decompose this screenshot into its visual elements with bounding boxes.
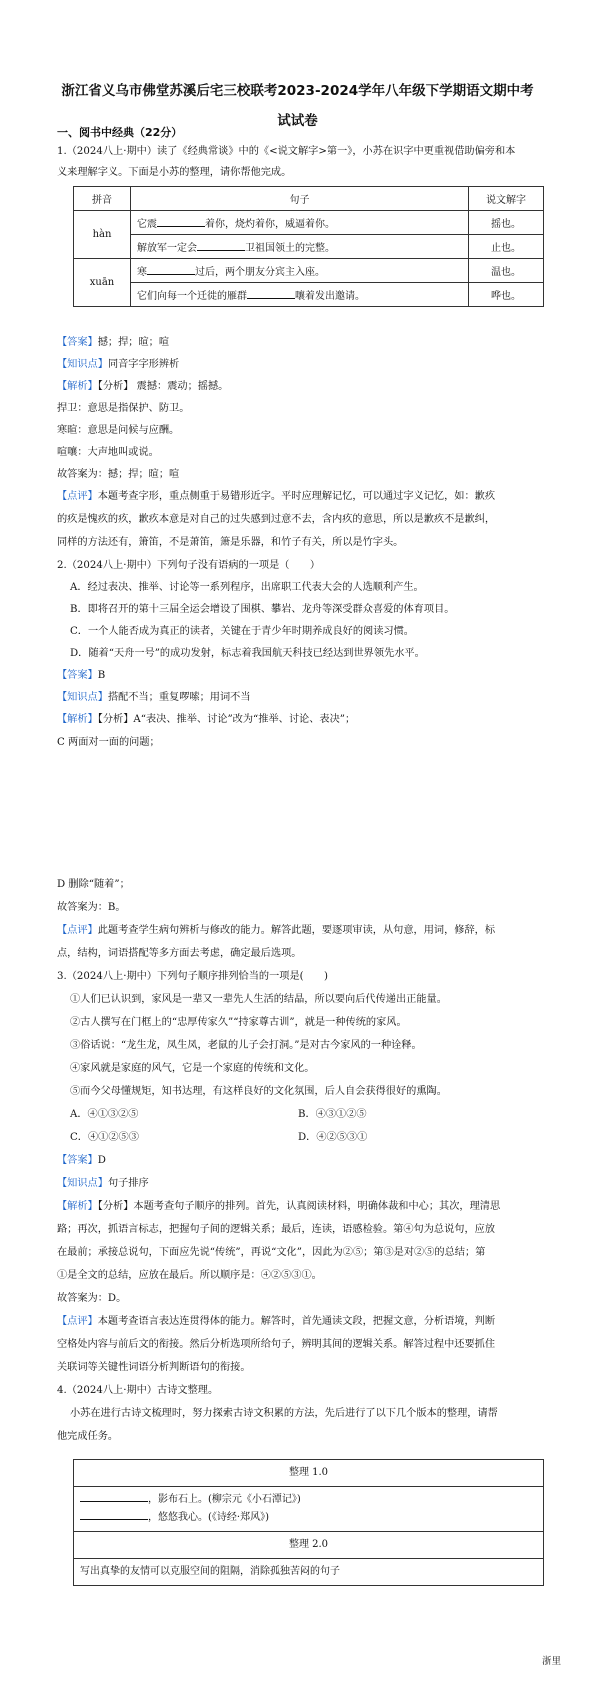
table-row [74,211,544,235]
q1-analysis-line: 喧嚷：大声地叫或说。 [57,447,159,458]
q1-analysis-line: 故答案为：撼；捍；暄；喧 [57,469,180,480]
header-sentence: 句子 [131,187,469,211]
table-header-row [74,187,544,211]
q3-analysis-line: 故答案为：D。 [57,1293,127,1304]
q3-sentence: ①人们已认识到，家风是一辈又一辈先人生活的结晶，所以要向后代传递出正能量。 [70,994,447,1005]
q1-analysis-line: 寒暄：意思是问候与应酬。 [57,425,180,436]
shuowen-cell: 哗也。 [469,283,544,307]
comment-tag: 【点评】 [57,491,98,502]
sentence-cell: 解放军一定会 卫祖国领土的完整。 [131,235,469,259]
table-row [74,235,544,259]
sentence-cell: 寒 过后，两个朋友分宾主入座。 [131,259,469,283]
q3-sentence: ②古人撰写在门框上的“忠厚传家久”“持家尊古训”，就是一种传统的家风。 [70,1017,407,1028]
comment-tag: 【点评】 [57,1316,98,1327]
q2-analysis-line: D 删除“随着”； [57,879,130,890]
q3-option-c[interactable]: C．④①②⑤③ [70,1132,139,1143]
q2-comment: 【点评】此题考查学生病句辨析与修改的能力。解答此题，要逐项审读，从句意，用词，修辞，标 [57,925,496,936]
pinyin-han: hàn [74,211,131,259]
q3-option-b[interactable]: B．④③①②⑤ [298,1109,367,1120]
q2-analysis-line: 故答案为：B。 [57,902,126,913]
box-header: 整理 1.0 [74,1460,544,1487]
q4-stem: 4.（2024八上·期中）古诗文整理。 [57,1385,219,1396]
fill-blank[interactable] [157,216,205,227]
fill-blank[interactable] [80,1491,148,1502]
header-pinyin: 拼音 [74,187,131,211]
q3-analysis-line: 在最前；承接总说句，下面应先说“传统”，再说“文化”，因此为②⑤；第③是对②⑤的总结；第 [57,1247,486,1258]
q1-comment: 【点评】本题考查字形，重点侧重于易错形近字。平时应理解记忆，可以通过字义记忆，如：歉疚 [57,491,496,502]
header-shuowen: 说文解字 [469,187,544,211]
q4-intro: 小苏在进行古诗文梳理时，努力探索古诗文积累的方法，先后进行了以下几个版本的整理，请帮 [70,1408,498,1419]
q1-stem-cont: 义来理解字义。下面是小苏的整理，请你帮他完成。 [57,167,292,178]
pinyin-xuan: xuān [74,259,131,307]
q1-knowledge-point: 【知识点】同音字字形辨析 [57,359,180,370]
shuowen-cell: 温也。 [469,259,544,283]
q3-stem: 3.（2024八上·期中）下列句子顺序排列恰当的一项是( ) [57,971,328,982]
fill-blank[interactable] [247,288,295,299]
q1-analysis-line: 捍卫：意思是指保护、防卫。 [57,403,190,414]
q1-answer: 【答案】撼；捍；暄；喧 [57,337,170,348]
q1-table [73,186,544,307]
q3-option-a[interactable]: A．④①③②⑤ [70,1109,139,1120]
doc-title-line1: 浙江省义乌市佛堂苏溪后宅三校联考2023-2024学年八年级下学期语文期中考 [61,83,534,99]
comment-tag: 【点评】 [57,925,98,936]
answer-tag: 【答案】 [57,1155,98,1166]
analysis-tag: 【解析】 [57,714,98,725]
q2-analysis: 【解析】【分析】A“表决、推举、讨论”改为“推举、讨论、表决”； [57,714,356,725]
q2-comment-line: 点，结构，词语搭配等多方面去考虑，确定最后选项。 [57,948,302,959]
q4-table [73,1459,544,1586]
q3-sentence: ③俗话说：“龙生龙，凤生凤，老鼠的儿子会打洞。”是对古今家风的一种诠释。 [70,1040,422,1051]
q2-answer: 【答案】B [57,670,106,681]
box-cell: ，影布石上。(柳宗元《小石潭记》) ，悠悠我心。(《诗经·郑风》) [74,1487,544,1532]
analysis-tag: 【解析】 [57,381,98,392]
q3-sentence: ⑤而今父母懂规矩，知书达理，有这样良好的文化氛围，后人自会获得很好的熏陶。 [70,1086,447,1097]
doc-title-line2: 试试卷 [277,113,318,129]
q3-analysis-line: ①是全文的总结，应放在最后。所以顺序是：④②⑤③①。 [57,1270,322,1281]
section-heading: 一、阅书中经典（22分） [57,126,183,139]
q3-comment: 【点评】本题考查语言表达连贯得体的能力。解答时，首先通读文段，把握文意，分析语境，判断 [57,1316,496,1327]
q3-answer: 【答案】D [57,1155,106,1166]
q2-analysis-line: C 两面对一面的问题； [57,737,160,748]
q2-option-c[interactable]: C．一个人能否成为真正的读者，关键在于青少年时期养成良好的阅读习惯。 [70,626,414,637]
q3-comment-line: 空格处内容与前后文的衔接。然后分析选项所给句子，辨明其间的逻辑关系。解答过程中还要抓住 [57,1339,496,1350]
q3-analysis: 【解析】【分析】本题考查句子顺序的排列。首先，认真阅读材料，明确体裁和中心；其次，理清思 [57,1201,501,1212]
kp-tag: 【知识点】 [57,359,108,370]
sentence-cell: 它们向每一个迁徙的雁群 嚷着发出邀请。 [131,283,469,307]
box-cell: 写出真挚的友情可以克服空间的阻隔，消除孤独苦闷的句子 [74,1559,544,1586]
q2-option-b[interactable]: B．即将召开的第十三届全运会增设了围棋、攀岩、龙舟等深受群众喜爱的体育项目。 [70,604,455,615]
q1-analysis: 【解析】【分析】 震撼：震动；摇撼。 [57,381,229,392]
kp-tag: 【知识点】 [57,1178,108,1189]
box-header: 整理 2.0 [74,1532,544,1559]
q3-option-d[interactable]: D．④②⑤③① [298,1132,368,1143]
q2-knowledge-point: 【知识点】搭配不当；重复啰嗦；用词不当 [57,692,251,703]
shuowen-cell: 止也。 [469,235,544,259]
q3-comment-line: 关联词等关键性词语分析判断语句的衔接。 [57,1362,251,1373]
q4-intro-cont: 他完成任务。 [57,1431,119,1442]
q1-comment-line: 同样的方法还有，箫笛，不是萧笛，箫是乐器，和竹子有关，所以是竹字头。 [57,537,404,548]
q3-knowledge-point: 【知识点】句子排序 [57,1178,149,1189]
kp-tag: 【知识点】 [57,692,108,703]
answer-tag: 【答案】 [57,670,98,681]
shuowen-cell: 摇也。 [469,211,544,235]
table-row [74,259,544,283]
answer-tag: 【答案】 [57,337,98,348]
page-footer: 浙里 [541,1656,561,1667]
q3-analysis-line: 路；再次，抓语言标志，把握句子间的逻辑关系；最后，连读，语感检验。第④句为总说句，应放 [57,1224,496,1235]
sentence-cell: 它震 着你，烧灼着你，威逼着你。 [131,211,469,235]
q1-comment-line: 的疚是愧疚的疚，歉疚本意是对自己的过失感到过意不去，含内疚的意思，所以是歉疚不是歉纠， [57,514,496,525]
fill-blank[interactable] [80,1509,148,1520]
fill-blank[interactable] [197,240,245,251]
q2-option-a[interactable]: A．经过表决、推举、讨论等一系列程序，出席职工代表大会的人选顺利产生。 [70,582,424,593]
analysis-tag: 【解析】 [57,1201,98,1212]
table-row [74,283,544,307]
fill-blank[interactable] [147,264,195,275]
q1-stem: 1.（2024八上·期中）读了《经典常谈》中的《<说文解字>第一》，小苏在识字中更重视借助偏旁和本 [57,146,516,157]
q3-sentence: ④家风就是家庭的风气，它是一个家庭的传统和文化。 [70,1063,315,1074]
q2-stem: 2.（2024八上·期中）下列句子没有语病的一项是（ ） [57,560,321,571]
q2-option-d[interactable]: D．随着“天舟一号”的成功发射，标志着我国航天科技已经达到世界领先水平。 [70,648,425,659]
